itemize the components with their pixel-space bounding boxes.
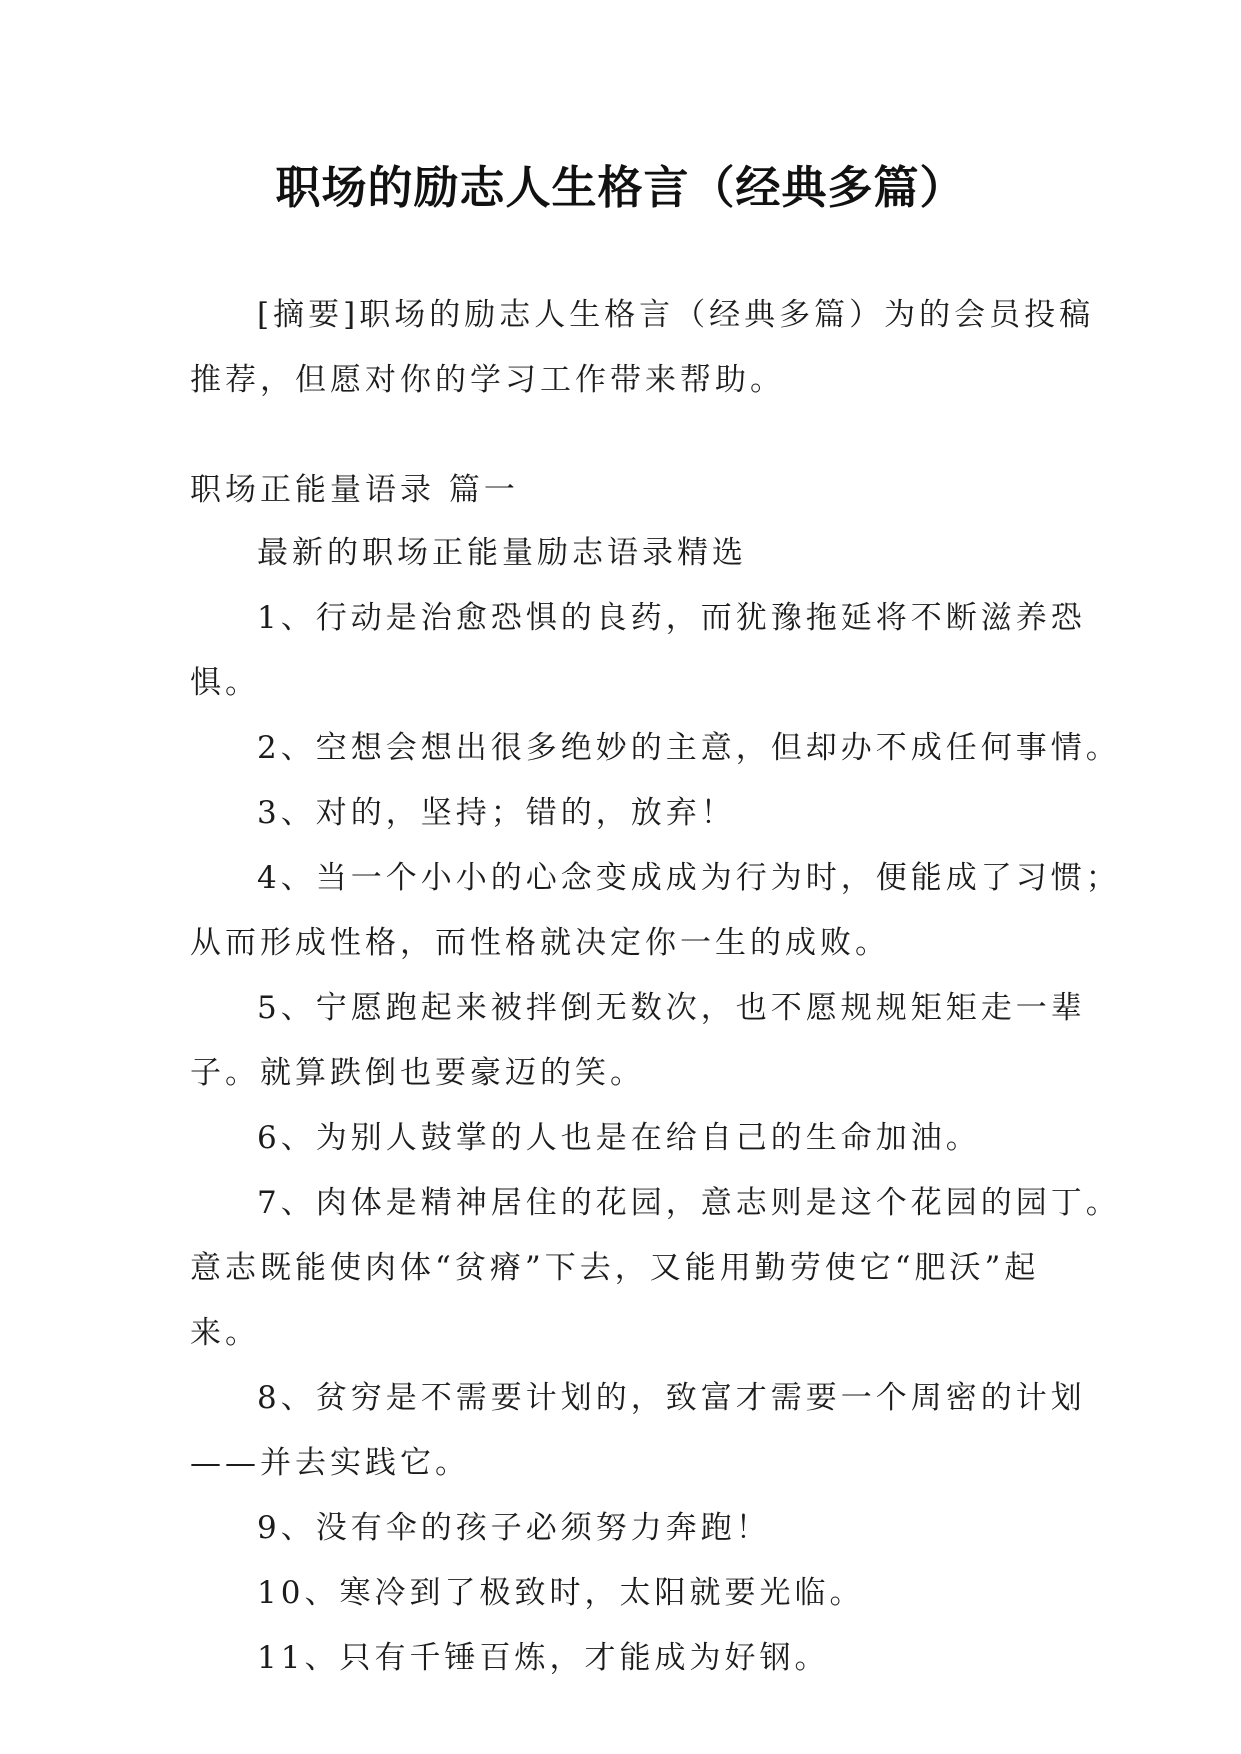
text-line: 从而形成性格，而性格就决定你一生的成败。	[190, 925, 890, 961]
section-heading-text: 职场正能量语录 篇一	[190, 472, 519, 508]
text-line: 8、贫穷是不需要计划的，致富才需要一个周密的计划	[257, 1380, 1086, 1416]
text-line: 6、为别人鼓掌的人也是在给自己的生命加油。	[257, 1120, 981, 1156]
abstract-paragraph	[190, 283, 1095, 413]
text-line: 来。	[190, 1315, 260, 1351]
text-line: 子。就算跌倒也要豪迈的笑。	[190, 1055, 645, 1091]
text-line: 11、只有千锤百炼，才能成为好钢。	[257, 1640, 830, 1676]
text-line: 3、对的，坚持；错的，放弃！	[257, 795, 736, 831]
text-line: 惧。	[190, 665, 260, 701]
text-line: 1、行动是治愈恐惧的良药，而犹豫拖延将不断滋养恐	[257, 600, 1086, 636]
quotes-list	[190, 521, 1121, 1691]
abstract-line: 推荐，但愿对你的学习工作带来帮助。	[190, 362, 785, 398]
text-line: 5、宁愿跑起来被拌倒无数次，也不愿规规矩矩走一辈	[257, 990, 1086, 1026]
text-line: 2、空想会想出很多绝妙的主意，但却办不成任何事情。	[257, 730, 1121, 766]
section-heading	[190, 458, 1050, 523]
text-line: 意志既能使肉体“贫瘠”下去，又能用勤劳使它“肥沃”起	[190, 1250, 1040, 1286]
text-line: ——并去实践它。	[190, 1445, 470, 1481]
text-line: 4、当一个小小的心念变成成为行为时，便能成了习惯；	[257, 860, 1121, 896]
abstract-line: [摘要]职场的励志人生格言（经典多篇）为的会员投稿	[257, 297, 1095, 333]
document-title: 职场的励志人生格言（经典多篇）	[275, 161, 966, 214]
text-line: 最新的职场正能量励志语录精选	[257, 535, 747, 571]
text-line: 9、没有伞的孩子必须努力奔跑！	[257, 1510, 771, 1546]
text-line: 10、寒冷到了极致时，太阳就要光临。	[257, 1575, 865, 1611]
text-line: 7、肉体是精神居住的花园，意志则是这个花园的园丁。	[257, 1185, 1121, 1221]
